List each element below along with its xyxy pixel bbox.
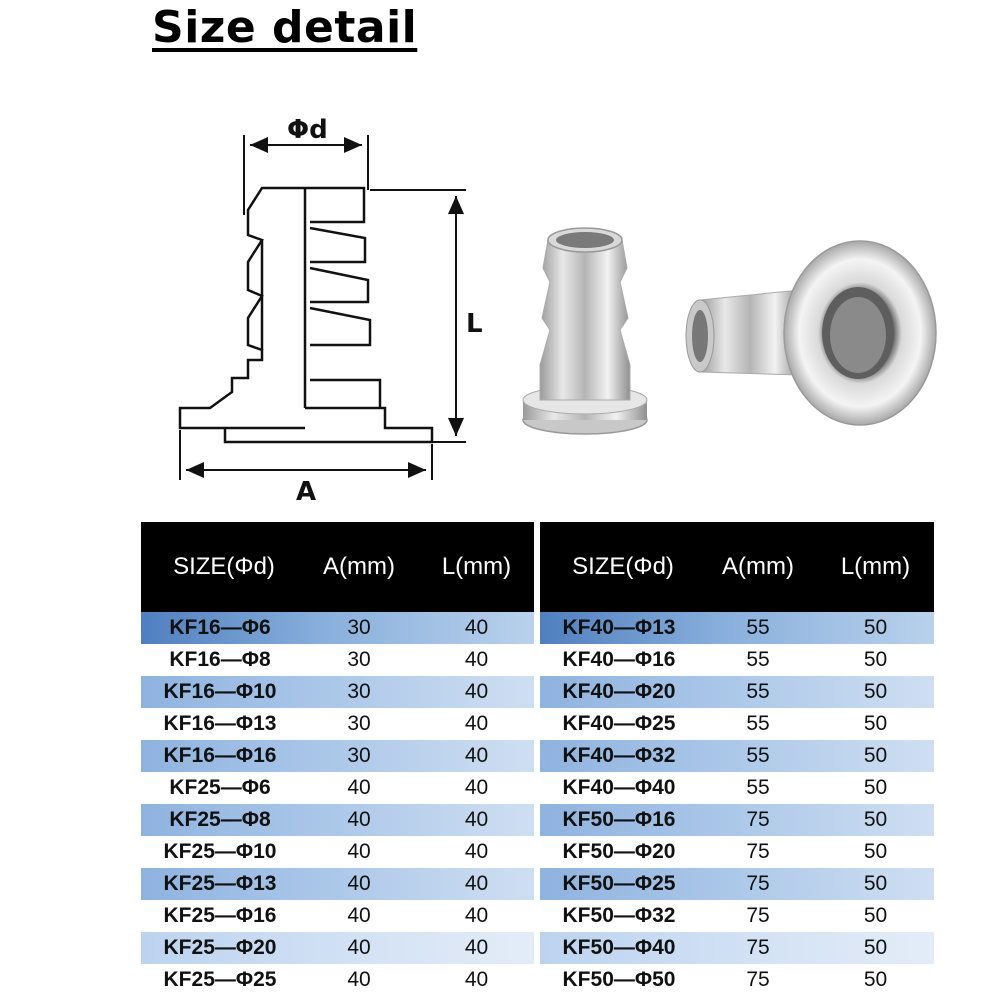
a-cell: 30	[347, 680, 371, 703]
a-cell: 30	[347, 616, 371, 639]
a-cell: 55	[746, 744, 770, 767]
table-row	[141, 676, 534, 708]
l-cell: 40	[464, 840, 489, 863]
table-row	[141, 932, 534, 964]
size-cell: KF40—Φ40	[562, 776, 676, 799]
size-cell: KF25—Φ25	[163, 968, 277, 991]
table-row	[141, 740, 534, 772]
l-cell: 50	[863, 712, 888, 735]
section-outline	[180, 188, 432, 442]
l-cell: 40	[464, 904, 489, 927]
size-cell: KF50—Φ32	[562, 904, 676, 927]
table-row	[141, 964, 534, 996]
l-cell: 50	[863, 776, 888, 799]
size-cell: KF50—Φ20	[562, 840, 676, 863]
size-cell: KF16—Φ6	[169, 616, 271, 639]
size-cell: KF40—Φ13	[562, 616, 676, 639]
table-row	[141, 644, 534, 676]
table-row	[141, 900, 534, 932]
size-cell: KF25—Φ16	[163, 904, 277, 927]
table-row	[540, 964, 934, 996]
table-row	[540, 708, 934, 740]
l-cell: 40	[464, 936, 489, 959]
l-cell: 50	[863, 968, 888, 991]
l-cell: 50	[863, 616, 888, 639]
a-cell: 75	[746, 936, 770, 959]
l-cell: 50	[863, 808, 888, 831]
size-cell: KF25—Φ6	[169, 776, 271, 799]
table-row	[141, 868, 534, 900]
header-size: SIZE(Φd)	[173, 553, 275, 580]
size-cell: KF40—Φ25	[562, 712, 676, 735]
header-l: L(mm)	[840, 553, 911, 580]
size-cell: KF50—Φ16	[562, 808, 676, 831]
size-cell: KF25—Φ20	[163, 936, 277, 959]
a-cell: 40	[347, 872, 371, 895]
fitting-photo-tilted	[686, 241, 936, 425]
size-table-right	[540, 522, 934, 996]
a-cell: 75	[746, 968, 770, 991]
l-cell: 40	[464, 808, 489, 831]
a-cell: 55	[746, 680, 770, 703]
size-cell: KF16—Φ8	[169, 648, 271, 671]
table-row	[540, 644, 934, 676]
l-cell: 40	[464, 680, 489, 703]
size-cell: KF50—Φ25	[562, 872, 676, 895]
l-cell: 40	[464, 776, 489, 799]
size-cell: KF16—Φ16	[163, 744, 277, 767]
a-cell: 55	[746, 712, 770, 735]
a-cell: 75	[746, 808, 770, 831]
size-cell: KF25—Φ8	[169, 808, 271, 831]
a-cell: 55	[746, 776, 770, 799]
a-cell: 40	[347, 904, 371, 927]
l-cell: 40	[464, 968, 489, 991]
a-cell: 30	[347, 648, 371, 671]
table-header	[540, 522, 934, 612]
table-row	[540, 676, 934, 708]
a-cell: 30	[347, 712, 371, 735]
l-cell: 50	[863, 840, 888, 863]
table-row	[540, 836, 934, 868]
table-row	[141, 612, 534, 644]
a-cell: 75	[746, 904, 770, 927]
a-cell: 40	[347, 808, 371, 831]
l-cell: 50	[863, 872, 888, 895]
size-cell: KF50—Φ50	[562, 968, 676, 991]
diameter-label: Φd	[287, 115, 328, 145]
a-cell: 55	[746, 616, 770, 639]
fitting-photo-upright	[523, 228, 647, 434]
a-cell: 30	[347, 744, 371, 767]
size-cell: KF16—Φ10	[163, 680, 277, 703]
table-row	[540, 804, 934, 836]
size-cell: KF40—Φ16	[562, 648, 676, 671]
length-label: L	[466, 309, 483, 339]
table-row	[540, 868, 934, 900]
l-cell: 50	[863, 936, 888, 959]
table-row	[540, 900, 934, 932]
table-row	[540, 740, 934, 772]
a-cell: 40	[347, 840, 371, 863]
table-row	[141, 772, 534, 804]
a-cell: 40	[347, 936, 371, 959]
table-row	[141, 708, 534, 740]
header-size: SIZE(Φd)	[572, 553, 674, 580]
l-cell: 40	[464, 616, 489, 639]
a-cell: 75	[746, 840, 770, 863]
size-cell: KF25—Φ10	[163, 840, 277, 863]
l-cell: 40	[464, 872, 489, 895]
header-a: A(mm)	[722, 553, 794, 580]
table-row	[141, 804, 534, 836]
size-table-left	[141, 522, 534, 996]
size-cell: KF25—Φ13	[163, 872, 277, 895]
l-cell: 40	[464, 744, 489, 767]
table-row	[540, 932, 934, 964]
header-a: A(mm)	[323, 553, 395, 580]
size-cell: KF16—Φ13	[163, 712, 277, 735]
page-title: Size detail	[152, 2, 418, 53]
l-cell: 40	[464, 648, 489, 671]
a-cell: 75	[746, 872, 770, 895]
l-cell: 50	[863, 680, 888, 703]
table-row	[141, 836, 534, 868]
l-cell: 50	[863, 744, 888, 767]
l-cell: 50	[863, 904, 888, 927]
size-cell: KF50—Φ40	[562, 936, 676, 959]
flange-width-label: A	[296, 477, 317, 507]
table-row	[540, 612, 934, 644]
size-cell: KF40—Φ32	[562, 744, 676, 767]
l-cell: 50	[863, 648, 888, 671]
table-header	[141, 522, 534, 612]
table-row	[540, 772, 934, 804]
header-l: L(mm)	[441, 553, 512, 580]
a-cell: 40	[347, 968, 371, 991]
size-cell: KF40—Φ20	[562, 680, 676, 703]
a-cell: 40	[347, 776, 371, 799]
a-cell: 55	[746, 648, 770, 671]
l-cell: 40	[464, 712, 489, 735]
